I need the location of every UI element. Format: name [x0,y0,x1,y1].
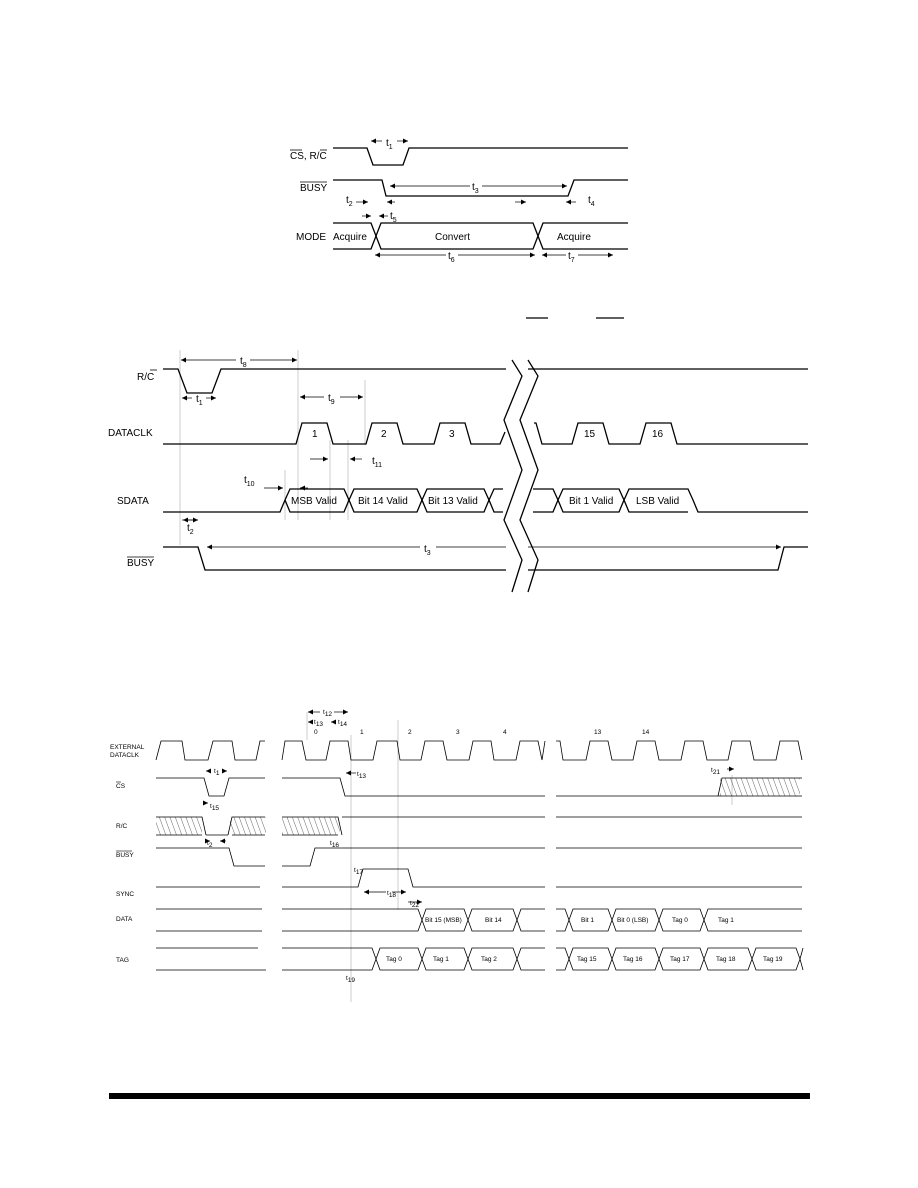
t3-label: $t_3$ [472,182,479,195]
t4-label: $t_4$ [588,195,595,208]
data-bit0-lsb: Bit 0 (LSB) [617,917,649,924]
clk-num-13: 13 [594,729,602,736]
label-external: EXTERNAL [110,744,145,751]
label-mode: MODE [296,232,326,243]
label-cs-rc: CS, R/C [290,151,327,162]
label-rc-2: R/C [137,372,155,383]
clk-num-3: 3 [456,729,460,736]
t9-label: $t_9$ [328,393,335,406]
wave-cs-rc [333,148,628,165]
label-busy-3: BUSY [116,852,134,859]
label-cs-3: CS [116,783,126,790]
t13-label-b: t13 [357,771,367,780]
tag-19: Tag 19 [763,956,783,963]
sdata-msb-valid: MSB Valid [291,496,337,507]
t1-label-2: $t_1$ [196,394,203,407]
tag-16: Tag 16 [623,956,643,963]
tag-2: Tag 2 [481,956,497,963]
t19-label: t19 [346,975,356,984]
data-bit1: Bit 1 [581,917,595,924]
tag-17: Tag 17 [670,956,690,963]
t18-label: t18 [387,890,397,899]
wave-rc-2 [163,369,808,393]
data-bit15-msb: Bit 15 (MSB) [425,917,462,924]
diagram-1-conversion-timing [290,138,628,318]
t15-label: t15 [210,803,220,812]
clk-2: 2 [381,429,387,440]
tag-0: Tag 0 [386,956,402,963]
t12-label: t12 [323,709,333,718]
label-busy: BUSY [300,183,328,194]
state-acquire-1: Acquire [333,232,367,243]
t22-label: t22 [410,900,420,909]
t10-label: $t_{10}$ [244,475,255,488]
clk-num-4: 4 [503,729,507,736]
tag-1: Tag 1 [433,956,449,963]
label-tag: TAG [116,957,129,964]
footer-rule [109,1093,810,1099]
tag-18: Tag 18 [716,956,736,963]
clk-num-14: 14 [642,729,650,736]
t2-label-3: t2 [207,840,213,849]
label-dataclk: DATACLK [108,428,153,439]
label-ext-dataclk: DATACLK [110,752,140,759]
wave-busy [333,180,628,196]
label-sdata: SDATA [117,496,149,507]
state-convert: Convert [435,232,471,243]
clk-1: 1 [312,429,318,440]
t2-label-2: $t_2$ [187,523,194,536]
sdata-bit14-valid: Bit 14 Valid [358,496,408,507]
label-data: DATA [116,916,133,923]
sdata-bit13-valid: Bit 13 Valid [428,496,478,507]
sdata-lsb-valid: LSB Valid [636,496,680,507]
t1-label: $t_1$ [386,138,393,151]
t2-label: $t_2$ [346,195,353,208]
t21-label: t21 [711,767,721,776]
t3-label-2: $t_3$ [424,544,431,557]
diagram-3-external-clock-timing [110,709,803,1002]
t5-label: $t_5$ [390,211,397,224]
data-tag0: Tag 0 [672,917,688,924]
t16-label: t16 [330,840,340,849]
t14-label: t14 [338,719,348,728]
clk-15: 15 [584,429,596,440]
t11-label: $t_{11}$ [372,456,383,469]
t6-label: $t_6$ [448,251,455,264]
wave-dataclk-b [534,423,808,444]
state-acquire-2: Acquire [557,232,591,243]
clk-num-0: 0 [314,729,318,736]
sdata-bit1-valid: Bit 1 Valid [569,496,614,507]
label-busy-2: BUSY [127,558,155,569]
data-tag1: Tag 1 [718,917,734,924]
clk-num-2: 2 [408,729,412,736]
clk-16: 16 [652,429,664,440]
label-sync: SYNC [116,891,135,898]
wave-busy-2 [163,547,808,570]
tag-15: Tag 15 [577,956,597,963]
diagram-2-serial-output-timing [108,350,808,592]
label-rc-3: R/C [116,823,128,830]
t13-label: t13 [314,719,324,728]
t8-label: $t_8$ [240,356,247,369]
t1-label-3: t1 [214,768,220,777]
t17-label: t17 [354,867,364,876]
data-bit14: Bit 14 [485,917,502,924]
clk-num-1: 1 [360,729,364,736]
t7-label: $t_7$ [568,251,575,264]
clk-3: 3 [449,429,455,440]
